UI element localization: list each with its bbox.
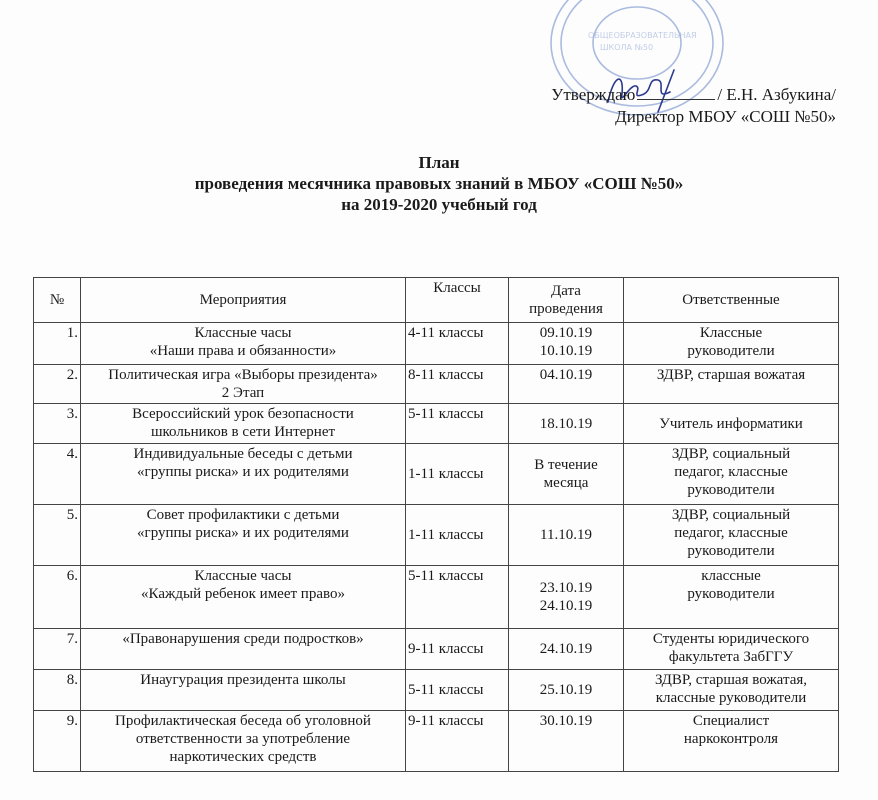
date-line: 10.10.19	[539, 343, 593, 359]
header-date	[509, 278, 624, 323]
activity-cell	[81, 566, 406, 629]
responsible-cell	[624, 629, 839, 670]
classes-cell: 9-11 классы	[406, 629, 509, 670]
date-cell	[509, 629, 624, 670]
responsible-line: педагог, классные	[674, 525, 788, 541]
activity-line: школьников в сети Интернет	[150, 424, 336, 440]
header-activity: Мероприятия	[81, 278, 406, 323]
row-number: 8.	[34, 670, 81, 711]
activity-line: ответственности за употребление	[135, 731, 351, 747]
responsible-cell	[624, 323, 839, 365]
date-cell	[509, 444, 624, 505]
activity-line: «Наши права и обязанности»	[149, 343, 337, 359]
responsible-line: Классные	[699, 325, 763, 341]
date-cell	[509, 566, 624, 629]
table-row	[34, 566, 839, 629]
responsible-line: факультета ЗабГГУ	[668, 649, 794, 665]
responsible-line: Студенты юридического	[652, 631, 810, 647]
activity-line: Инаугурация президента школы	[140, 672, 346, 688]
responsible-line: классные	[701, 568, 761, 584]
row-number: 7.	[34, 629, 81, 670]
activity-cell	[81, 323, 406, 365]
activity-line: «группы риска» и их родителями	[137, 525, 349, 541]
row-number: 2.	[34, 365, 81, 404]
approval-line	[551, 84, 836, 106]
title-line-1: План	[418, 153, 460, 172]
row-number: 6.	[34, 566, 81, 629]
row-number: 4.	[34, 444, 81, 505]
header-classes: Классы	[406, 278, 509, 323]
date-line: 09.10.19	[539, 325, 593, 341]
date-cell	[509, 365, 624, 404]
classes-cell: 1-11 классы	[406, 444, 509, 505]
classes-cell: 5-11 классы	[406, 670, 509, 711]
title-line-2: проведения месячника правовых знаний в МБОУ «СОШ №50»	[194, 174, 684, 193]
activity-cell	[81, 711, 406, 772]
activity-line: «группы риска» и их родителями	[137, 464, 349, 480]
classes-cell: 5-11 классы	[406, 404, 509, 444]
responsible-line: педагог, классные	[674, 464, 788, 480]
activity-line: Индивидуальные беседы с детьми	[133, 446, 353, 462]
responsible-line: руководители	[687, 586, 775, 602]
date-line: 11.10.19	[540, 527, 592, 543]
responsible-cell	[624, 444, 839, 505]
svg-text:ШКОЛА №50: ШКОЛА №50	[600, 43, 654, 52]
date-line: 18.10.19	[539, 415, 593, 432]
table-header-row	[34, 278, 839, 323]
activity-line: «Правонарушения среди подростков»	[122, 631, 364, 647]
responsible-line: ЗДВР, старшая вожатая	[656, 367, 806, 383]
date-line: 25.10.19	[539, 682, 593, 698]
activity-cell	[81, 670, 406, 711]
table-row	[34, 670, 839, 711]
table-row	[34, 711, 839, 772]
table-row	[34, 365, 839, 404]
responsible-line: руководители	[687, 543, 775, 559]
date-cell	[509, 711, 624, 772]
responsible-line: ЗДВР, социальный	[671, 446, 791, 462]
director-position: Директор МБОУ «СОШ №50»	[615, 107, 836, 126]
classes-cell: 5-11 классы	[406, 566, 509, 629]
approval-block	[551, 84, 836, 128]
row-number: 5.	[34, 505, 81, 566]
header-date-line-2: проведения	[529, 301, 603, 317]
classes-cell: 9-11 классы	[406, 711, 509, 772]
table-row	[34, 323, 839, 365]
responsible-cell	[624, 711, 839, 772]
table-body	[34, 323, 839, 772]
classes-cell: 1-11 классы	[406, 505, 509, 566]
activity-line: наркотических средств	[169, 749, 317, 765]
activity-cell	[81, 404, 406, 444]
table-row	[34, 444, 839, 505]
responsible-cell	[624, 670, 839, 711]
document-title	[0, 152, 878, 215]
activity-cell	[81, 365, 406, 404]
header-date-line-1: Дата	[551, 283, 581, 299]
date-cell	[509, 505, 624, 566]
date-cell	[509, 670, 624, 711]
title-line-3: на 2019-2020 учебный год	[341, 195, 537, 214]
activity-line: 2 Этап	[221, 385, 265, 401]
responsible-cell	[624, 404, 839, 444]
responsible-line: ЗДВР, социальный	[671, 507, 791, 523]
responsible-line: руководители	[687, 482, 775, 498]
date-cell	[509, 323, 624, 365]
header-num: №	[34, 278, 81, 323]
activity-line: Всероссийский урок безопасности	[132, 406, 354, 422]
responsible-cell	[624, 365, 839, 404]
activity-cell	[81, 505, 406, 566]
date-line: В течение	[534, 457, 598, 473]
row-number: 3.	[34, 404, 81, 444]
responsible-line: ЗДВР, старшая вожатая,	[655, 672, 807, 688]
responsible-line: Учитель информатики	[659, 415, 803, 432]
date-line: 04.10.19	[539, 367, 593, 383]
date-line: 24.10.19	[539, 598, 593, 614]
activity-cell	[81, 629, 406, 670]
table-row	[34, 629, 839, 670]
activity-line: Классные часы	[194, 568, 292, 584]
responsible-line: наркоконтроля	[683, 731, 779, 747]
date-line: 23.10.19	[539, 580, 593, 596]
events-table	[33, 277, 839, 772]
header-responsible: Ответственные	[624, 278, 839, 323]
director-name: / Е.Н. Азбукина/	[717, 85, 836, 104]
table-row	[34, 505, 839, 566]
responsible-line: классные руководители	[655, 690, 807, 706]
responsible-line: Специалист	[692, 713, 770, 729]
activity-line: Классные часы	[194, 325, 292, 341]
activity-line: «Каждый ребенок имеет право»	[141, 586, 345, 602]
activity-line: Совет профилактики с детьми	[146, 507, 340, 523]
date-line: месяца	[543, 475, 589, 491]
activity-line: Политическая игра «Выборы президента»	[108, 367, 378, 383]
responsible-cell	[624, 505, 839, 566]
date-line: 30.10.19	[539, 713, 593, 729]
responsible-cell	[624, 566, 839, 629]
date-line: 24.10.19	[539, 641, 593, 657]
responsible-line: руководители	[687, 343, 775, 359]
row-number: 1.	[34, 323, 81, 365]
approve-word: Утверждаю	[551, 85, 636, 104]
row-number: 9.	[34, 711, 81, 772]
signature-line	[637, 85, 715, 100]
activity-cell	[81, 444, 406, 505]
svg-text:ОБЩЕОБРАЗОВАТЕЛЬНАЯ: ОБЩЕОБРАЗОВАТЕЛЬНАЯ	[588, 31, 697, 40]
activity-line: Профилактическая беседа об уголовной	[115, 713, 371, 729]
table-row	[34, 404, 839, 444]
classes-cell: 8-11 классы	[406, 365, 509, 404]
date-cell	[509, 404, 624, 444]
classes-cell: 4-11 классы	[406, 323, 509, 365]
